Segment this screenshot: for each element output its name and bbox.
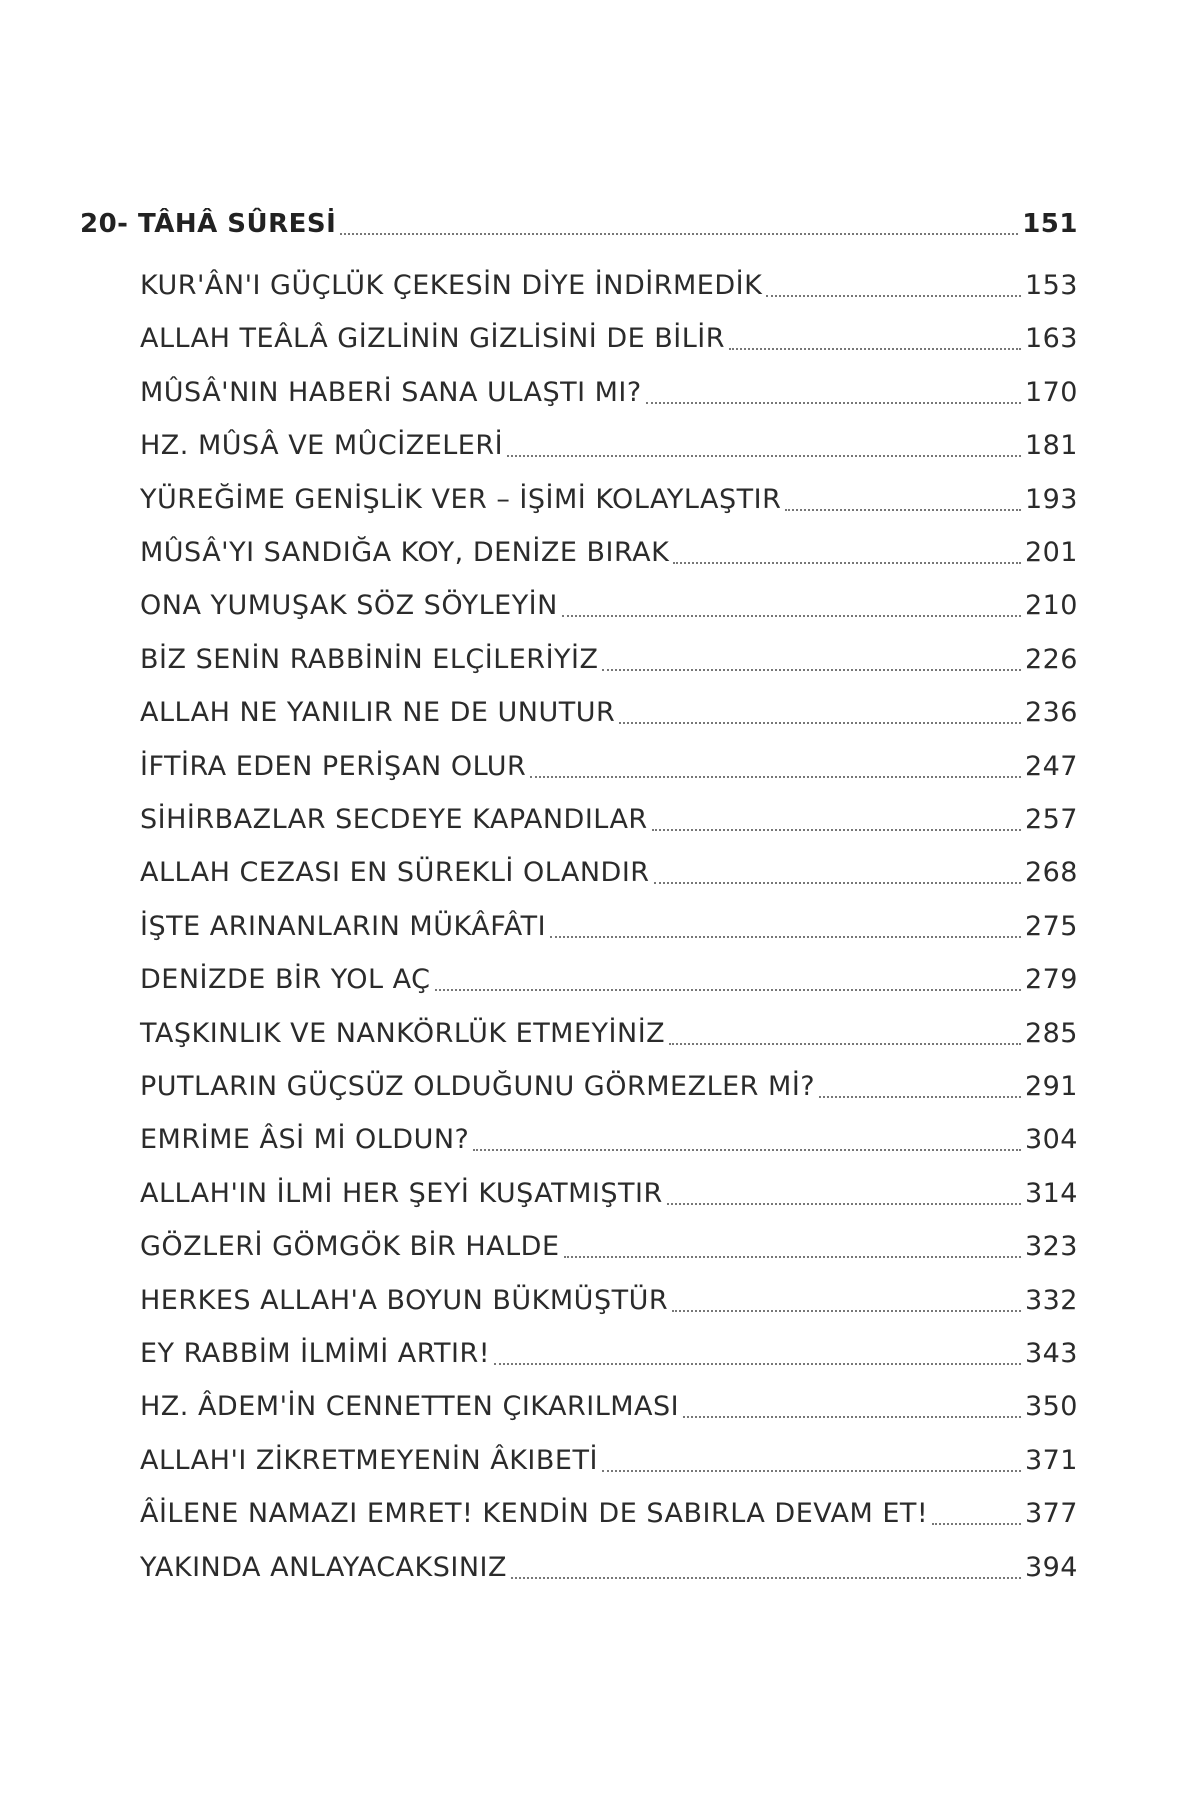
- section-page-number: 371: [1024, 1444, 1078, 1476]
- toc-section-row: [140, 373, 1078, 413]
- section-title: ONA YUMUŞAK SÖZ SÖYLEYİN: [140, 590, 558, 622]
- section-title: YÜREĞİME GENİŞLİK VER – İŞİMİ KOLAYLAŞTIR: [140, 483, 782, 515]
- section-page-number: 181: [1024, 430, 1078, 462]
- section-title: ALLAH TEÂLÂ GİZLİNİN GİZLİSİNİ DE BİLİR: [140, 323, 726, 355]
- section-title: KUR'ÂN'I GÜÇLÜK ÇEKESİN DİYE İNDİRMEDİK: [140, 270, 763, 301]
- section-title: ÂİLENE NAMAZI EMRET! KENDİN DE SABIRLA DEVAM ET!: [140, 1498, 929, 1530]
- section-page-number: 153: [1024, 270, 1078, 301]
- toc-section-row: [140, 1441, 1078, 1481]
- toc-section-row: [140, 907, 1078, 947]
- dot-leader: [646, 402, 1021, 404]
- toc-section-row: [140, 1387, 1078, 1427]
- section-page-number: 279: [1024, 964, 1078, 996]
- dot-leader: [729, 348, 1021, 350]
- section-title: EY RABBİM İLMİMİ ARTIR!: [140, 1338, 491, 1369]
- chapter-page-number: 151: [1022, 209, 1078, 239]
- dot-leader: [511, 1577, 1021, 1579]
- dot-leader: [652, 829, 1021, 831]
- dot-leader: [683, 1416, 1021, 1418]
- section-title: ALLAH CEZASI EN SÜREKLİ OLANDIR: [140, 857, 650, 889]
- chapter-title: 20- TÂHÂ SÛRESİ: [80, 209, 337, 239]
- dot-leader: [766, 295, 1021, 297]
- section-page-number: 275: [1024, 910, 1078, 942]
- dot-leader: [435, 989, 1021, 991]
- dot-leader: [530, 776, 1021, 778]
- section-page-number: 201: [1024, 537, 1078, 568]
- section-page-number: 304: [1024, 1124, 1078, 1156]
- section-page-number: 257: [1024, 804, 1078, 835]
- dot-leader: [619, 722, 1021, 724]
- section-page-number: 210: [1024, 590, 1078, 622]
- toc-section-row: [140, 693, 1078, 733]
- toc-section-row: [140, 1334, 1078, 1374]
- section-page-number: 170: [1024, 376, 1078, 408]
- section-page-number: 193: [1024, 483, 1078, 515]
- dot-leader: [602, 1470, 1021, 1472]
- toc-section-row: [140, 1067, 1078, 1107]
- toc-section-row: [140, 586, 1078, 626]
- dot-leader: [669, 1043, 1021, 1045]
- dot-leader: [473, 1149, 1021, 1151]
- section-title: HZ. MÛSÂ VE MÛCİZELERİ: [140, 430, 504, 462]
- section-title: HERKES ALLAH'A BOYUN BÜKMÜŞTÜR: [140, 1284, 669, 1316]
- section-page-number: 377: [1024, 1498, 1078, 1530]
- section-title: MÛSÂ'YI SANDIĞA KOY, DENİZE BIRAK: [140, 537, 670, 568]
- section-title: SİHİRBAZLAR SECDEYE KAPANDILAR: [140, 804, 648, 835]
- section-title: EMRİME ÂSİ Mİ OLDUN?: [140, 1124, 470, 1156]
- section-page-number: 236: [1024, 697, 1078, 729]
- section-title: ALLAH'I ZİKRETMEYENİN ÂKIBETİ: [140, 1444, 598, 1476]
- section-title: İFTİRA EDEN PERİŞAN OLUR: [140, 750, 527, 782]
- dot-leader: [667, 1203, 1021, 1205]
- dot-leader: [785, 509, 1021, 511]
- section-page-number: 226: [1024, 643, 1078, 675]
- toc-section-row: [140, 319, 1078, 359]
- section-page-number: 268: [1024, 857, 1078, 889]
- toc-section-row: [140, 1014, 1078, 1054]
- toc-section-row: [140, 960, 1078, 1000]
- section-title: İŞTE ARINANLARIN MÜKÂFÂTI: [140, 910, 547, 942]
- section-title: PUTLARIN GÜÇSÜZ OLDUĞUNU GÖRMEZLER Mİ?: [140, 1071, 816, 1102]
- toc-section-row: [140, 1120, 1078, 1160]
- toc-section-row: [140, 266, 1078, 306]
- section-page-number: 163: [1024, 323, 1078, 355]
- dot-leader: [564, 1256, 1021, 1258]
- toc-section-row: [140, 800, 1078, 840]
- toc-section-row: [140, 533, 1078, 573]
- section-page-number: 343: [1024, 1338, 1078, 1369]
- dot-leader: [602, 669, 1020, 671]
- section-title: ALLAH'IN İLMİ HER ŞEYİ KUŞATMIŞTIR: [140, 1177, 663, 1209]
- toc-section-row: [140, 1494, 1078, 1534]
- dot-leader: [562, 615, 1021, 617]
- section-title: HZ. ÂDEM'İN CENNETTEN ÇIKARILMASI: [140, 1391, 680, 1423]
- section-title: TAŞKINLIK VE NANKÖRLÜK ETMEYİNİZ: [140, 1017, 666, 1049]
- toc-section-row: [140, 1174, 1078, 1214]
- section-page-number: 332: [1024, 1284, 1078, 1316]
- dot-leader: [819, 1096, 1021, 1098]
- dot-leader: [550, 936, 1021, 938]
- dot-leader: [494, 1363, 1021, 1365]
- section-page-number: 394: [1024, 1551, 1078, 1583]
- toc-section-row: [140, 480, 1078, 520]
- toc-section-row: [140, 853, 1078, 893]
- toc-section-row: [140, 1548, 1078, 1588]
- dot-leader: [673, 562, 1021, 564]
- toc-section-row: [140, 640, 1078, 680]
- dot-leader: [340, 233, 1018, 235]
- dot-leader: [507, 455, 1021, 457]
- dot-leader: [932, 1523, 1021, 1525]
- toc-section-row: [140, 1281, 1078, 1321]
- toc-chapter-row: [80, 204, 1078, 244]
- section-page-number: 323: [1024, 1231, 1078, 1263]
- section-title: DENİZDE BİR YOL AÇ: [140, 964, 431, 996]
- section-title: GÖZLERİ GÖMGÖK BİR HALDE: [140, 1231, 560, 1263]
- section-page-number: 291: [1024, 1071, 1078, 1102]
- section-page-number: 285: [1024, 1017, 1078, 1049]
- section-title: MÛSÂ'NIN HABERİ SANA ULAŞTI MI?: [140, 376, 642, 408]
- section-page-number: 350: [1024, 1391, 1078, 1423]
- section-title: ALLAH NE YANILIR NE DE UNUTUR: [140, 697, 616, 729]
- section-title: YAKINDA ANLAYACAKSINIZ: [140, 1551, 507, 1583]
- toc-section-row: [140, 1227, 1078, 1267]
- toc-section-row: [140, 747, 1078, 787]
- section-page-number: 247: [1024, 750, 1078, 782]
- toc-section-row: [140, 426, 1078, 466]
- section-title: BİZ SENİN RABBİNİN ELÇİLERİYİZ: [140, 643, 599, 675]
- dot-leader: [654, 882, 1021, 884]
- dot-leader: [672, 1310, 1021, 1312]
- section-page-number: 314: [1024, 1177, 1078, 1209]
